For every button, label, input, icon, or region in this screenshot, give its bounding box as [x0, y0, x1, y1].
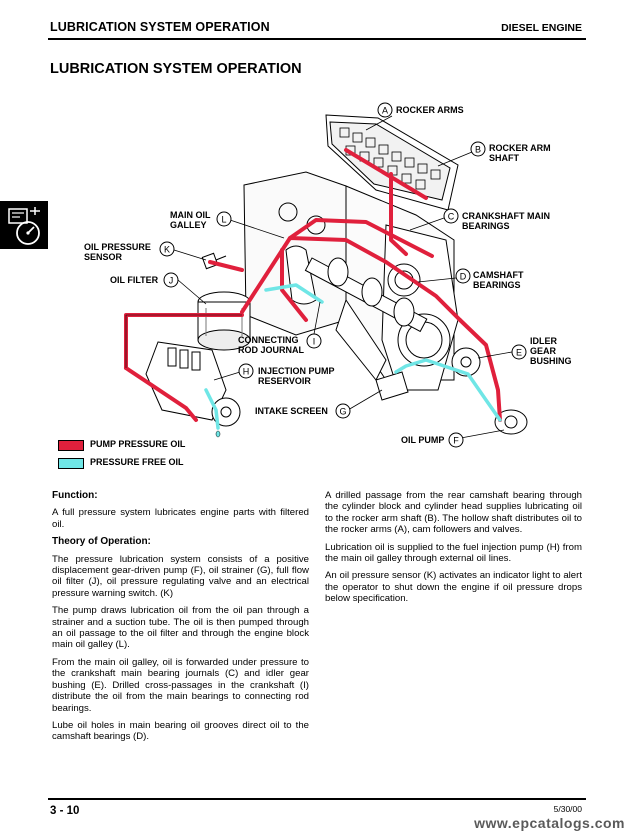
- paragraph: The pressure lubrication system consists of a positive displacement gear-driven pump (F), oil strainer (G), full flow oil filter (J), oil pressure regulating valve and an electrical pressure warning switch. (K): [52, 553, 309, 599]
- page-title: LUBRICATION SYSTEM OPERATION: [50, 61, 302, 77]
- theory-heading: Theory of Operation:: [52, 536, 151, 548]
- header-section-title: LUBRICATION SYSTEM OPERATION: [50, 20, 270, 34]
- svg-text:BEARINGS: BEARINGS: [473, 280, 521, 290]
- legend-swatch-pump-pressure: [58, 440, 84, 451]
- svg-text:OIL PUMP: OIL PUMP: [401, 435, 445, 445]
- svg-text:IDLER: IDLER: [530, 336, 557, 346]
- legend-label-pump-pressure: PUMP PRESSURE OIL: [90, 439, 186, 449]
- svg-text:CAMSHAFT: CAMSHAFT: [473, 270, 524, 280]
- lubrication-diagram: [46, 90, 606, 480]
- svg-text:C: C: [447, 211, 455, 222]
- svg-text:BEARINGS: BEARINGS: [462, 221, 510, 231]
- body-column-right: [325, 490, 582, 611]
- engine-oil-pressure-icon: [0, 201, 48, 249]
- svg-text:OIL PRESSURE: OIL PRESSURE: [84, 242, 151, 252]
- section-tab: [0, 201, 48, 249]
- legend-swatch-pressure-free: [58, 458, 84, 469]
- paragraph: A drilled passage from the rear camshaft bearing through the cylinder block and cylinder head supplies lubricating oil to the rocker arm shaft (B). The hollow shaft distributes oil to the rocker arms (A), cam followers and valves.: [325, 490, 582, 536]
- callout-k: [84, 242, 206, 262]
- svg-text:GEAR: GEAR: [530, 346, 557, 356]
- paragraph: Lubrication oil is supplied to the fuel injection pump (H) from the main oil galley through external oil lines.: [325, 541, 582, 565]
- svg-text:MAIN OIL: MAIN OIL: [170, 210, 211, 220]
- svg-text:B: B: [474, 144, 482, 155]
- revision-date: 5/30/00: [553, 804, 582, 814]
- callout-b: [438, 142, 551, 166]
- watermark-link[interactable]: www.epcatalogs.com: [474, 815, 625, 831]
- callout-h: [214, 364, 335, 386]
- svg-text:L: L: [221, 214, 227, 225]
- body-column-left: [52, 490, 309, 749]
- svg-text:ROCKER ARMS: ROCKER ARMS: [396, 105, 464, 115]
- svg-text:CONNECTING: CONNECTING: [238, 335, 299, 345]
- paragraph: The pump draws lubrication oil from the oil pan through a strainer and a suction tube. The oil is then pumped through an oil passage to the oil filter and through the engine block main oil galley (L).: [52, 605, 309, 651]
- svg-text:F: F: [453, 435, 459, 446]
- legend-item-pump-pressure: [58, 438, 258, 454]
- paragraph: Lube oil holes in main bearing oil grooves direct oil to the camshaft bearings (D).: [52, 719, 309, 743]
- oil-drip: [216, 431, 220, 437]
- paragraph: An oil pressure sensor (K) activates an indicator light to alert the operator to shut down the engine if oil pressure drops below specification.: [325, 570, 582, 605]
- svg-text:A: A: [381, 105, 389, 116]
- svg-text:INJECTION PUMP: INJECTION PUMP: [258, 366, 335, 376]
- callout-g: [255, 390, 382, 418]
- page-header: [48, 18, 586, 40]
- svg-text:GALLEY: GALLEY: [170, 220, 207, 230]
- page-number: 3 - 10: [50, 805, 80, 817]
- svg-text:J: J: [168, 275, 174, 286]
- svg-text:SHAFT: SHAFT: [489, 153, 519, 163]
- oil-pump-drawing: [376, 372, 527, 434]
- svg-text:ROCKER ARM: ROCKER ARM: [489, 143, 551, 153]
- svg-text:H: H: [242, 366, 250, 377]
- paragraph: From the main oil galley, oil is forwarded under pressure to the crankshaft main bearing journals (C) and idler gear bushing (E). Drilled cross-passages in the crankshaft (I) distribute the oil from the main bearings to connecting rod bearings.: [52, 656, 309, 714]
- svg-text:BUSHING: BUSHING: [530, 356, 572, 366]
- svg-text:INTAKE SCREEN: INTAKE SCREEN: [255, 406, 328, 416]
- svg-text:I: I: [312, 336, 316, 347]
- svg-text:D: D: [459, 271, 467, 282]
- legend-label-pressure-free: PRESSURE FREE OIL: [90, 457, 184, 467]
- svg-text:K: K: [163, 244, 171, 255]
- svg-text:ROD JOURNAL: ROD JOURNAL: [238, 345, 305, 355]
- header-chapter-title: DIESEL ENGINE: [501, 22, 582, 34]
- svg-text:RESERVOIR: RESERVOIR: [258, 376, 311, 386]
- svg-text:E: E: [515, 347, 523, 358]
- function-text: A full pressure system lubricates engine parts with filtered oil.: [52, 507, 309, 530]
- callout-f: [401, 430, 504, 447]
- legend-item-pressure-free: [58, 456, 258, 472]
- function-heading: Function:: [52, 490, 98, 501]
- callout-j: [110, 273, 206, 304]
- svg-text:CRANKSHAFT MAIN: CRANKSHAFT MAIN: [462, 211, 550, 221]
- svg-text:G: G: [339, 406, 347, 417]
- svg-text:SENSOR: SENSOR: [84, 252, 123, 262]
- svg-text:OIL FILTER: OIL FILTER: [110, 275, 159, 285]
